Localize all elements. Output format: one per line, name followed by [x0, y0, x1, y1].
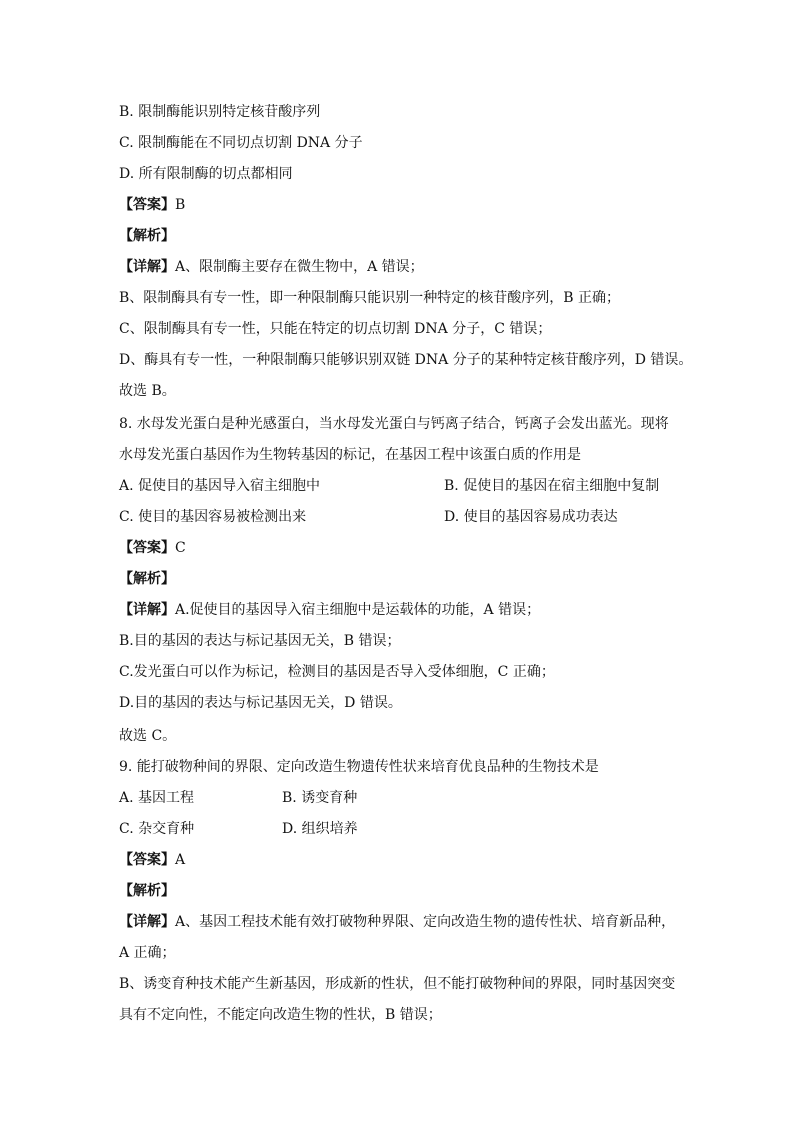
q8-option-c: C. 使目的基因容易被检测出来 [119, 509, 307, 525]
q9-option-b: B. 诱变育种 [282, 790, 358, 806]
q9-answer-tag: 【答案】 [119, 852, 175, 868]
q8-detail-a-line [119, 600, 540, 620]
q9-detail-a-1: A、基因工程技术能有效打破物种界限、定向改造生物的遗传性状、培育新品种， [175, 914, 676, 930]
q8-stem-1: 8. 水母发光蛋白是种光感蛋白，当水母发光蛋白与钙离子结合，钙离子会发出蓝光。现将 [119, 416, 669, 432]
q8-detail-d: D.目的基因的表达与标记基因无关，D 错误。 [119, 695, 402, 711]
q7-detail-b: B、限制酶具有专一性，即一种限制酶只能识别一种特定的核苷酸序列，B 正确； [119, 290, 621, 306]
q9-detail-a-2: A 正确； [119, 945, 176, 961]
q7-answer: B [175, 197, 186, 213]
q9-option-d: D. 组织培养 [282, 821, 358, 837]
q9-detail-b-1: B、诱变育种技术能产生新基因，形成新的性状，但不能打破物种间的界限，同时基因突变 [119, 976, 676, 992]
q7-detail-tag: 【详解】 [119, 259, 175, 275]
q9-option-c: C. 杂交育种 [119, 821, 195, 837]
q8-detail-tag: 【详解】 [119, 602, 175, 618]
q7-conclusion: 故选 B。 [119, 383, 176, 399]
q8-stem-2: 水母发光蛋白基因作为生物转基因的标记，在基因工程中该蛋白质的作用是 [119, 447, 581, 463]
q9-detail-a-line [119, 912, 675, 932]
q9-stem-1: 9. 能打破物种间的界限、定向改造生物遗传性状来培育优良品种的生物技术是 [119, 759, 599, 775]
q9-detail-tag: 【详解】 [119, 914, 175, 930]
q8-answer: C [175, 540, 186, 556]
q7-option-c: C. 限制酶能在不同切点切割 DNA 分子 [119, 135, 363, 151]
q9-answer-line [119, 850, 185, 870]
q9-detail-b-2: 具有不定向性，不能定向改造生物的性状，B 错误； [119, 1007, 442, 1023]
q8-answer-line [119, 538, 186, 558]
q7-detail-a: A、限制酶主要存在微生物中，A 错误； [175, 259, 424, 275]
q7-answer-line [119, 195, 185, 215]
q8-option-a: A. 促使目的基因导入宿主细胞中 [119, 478, 321, 494]
q8-detail-a: A.促使目的基因导入宿主细胞中是运载体的功能，A 错误； [175, 602, 541, 618]
q7-option-d: D. 所有限制酶的切点都相同 [119, 166, 293, 182]
q9-answer: A [175, 852, 186, 868]
q7-detail-d: D、酶具有专一性，一种限制酶只能够识别双链 DNA 分子的某种特定核苷酸序列，D 错误。 [119, 352, 693, 368]
q7-detail-a-line [119, 257, 424, 277]
q9-analysis-tag: 【解析】 [119, 883, 175, 899]
q8-option-d: D. 使目的基因容易成功表达 [444, 509, 618, 525]
q7-answer-tag: 【答案】 [119, 197, 175, 213]
q7-detail-c: C、限制酶具有专一性，只能在特定的切点切割 DNA 分子，C 错误； [119, 321, 552, 337]
q8-answer-tag: 【答案】 [119, 540, 175, 556]
q8-analysis-tag: 【解析】 [119, 571, 175, 587]
q7-analysis-tag: 【解析】 [119, 228, 175, 244]
q8-detail-b: B.目的基因的表达与标记基因无关，B 错误； [119, 633, 401, 649]
q7-option-b: B. 限制酶能识别特定核苷酸序列 [119, 104, 321, 120]
q9-option-a: A. 基因工程 [119, 790, 195, 806]
q8-option-b: B. 促使目的基因在宿主细胞中复制 [444, 478, 660, 494]
q8-detail-c: C.发光蛋白可以作为标记，检测目的基因是否导入受体细胞，C 正确； [119, 664, 555, 680]
q8-conclusion: 故选 C。 [119, 728, 177, 744]
